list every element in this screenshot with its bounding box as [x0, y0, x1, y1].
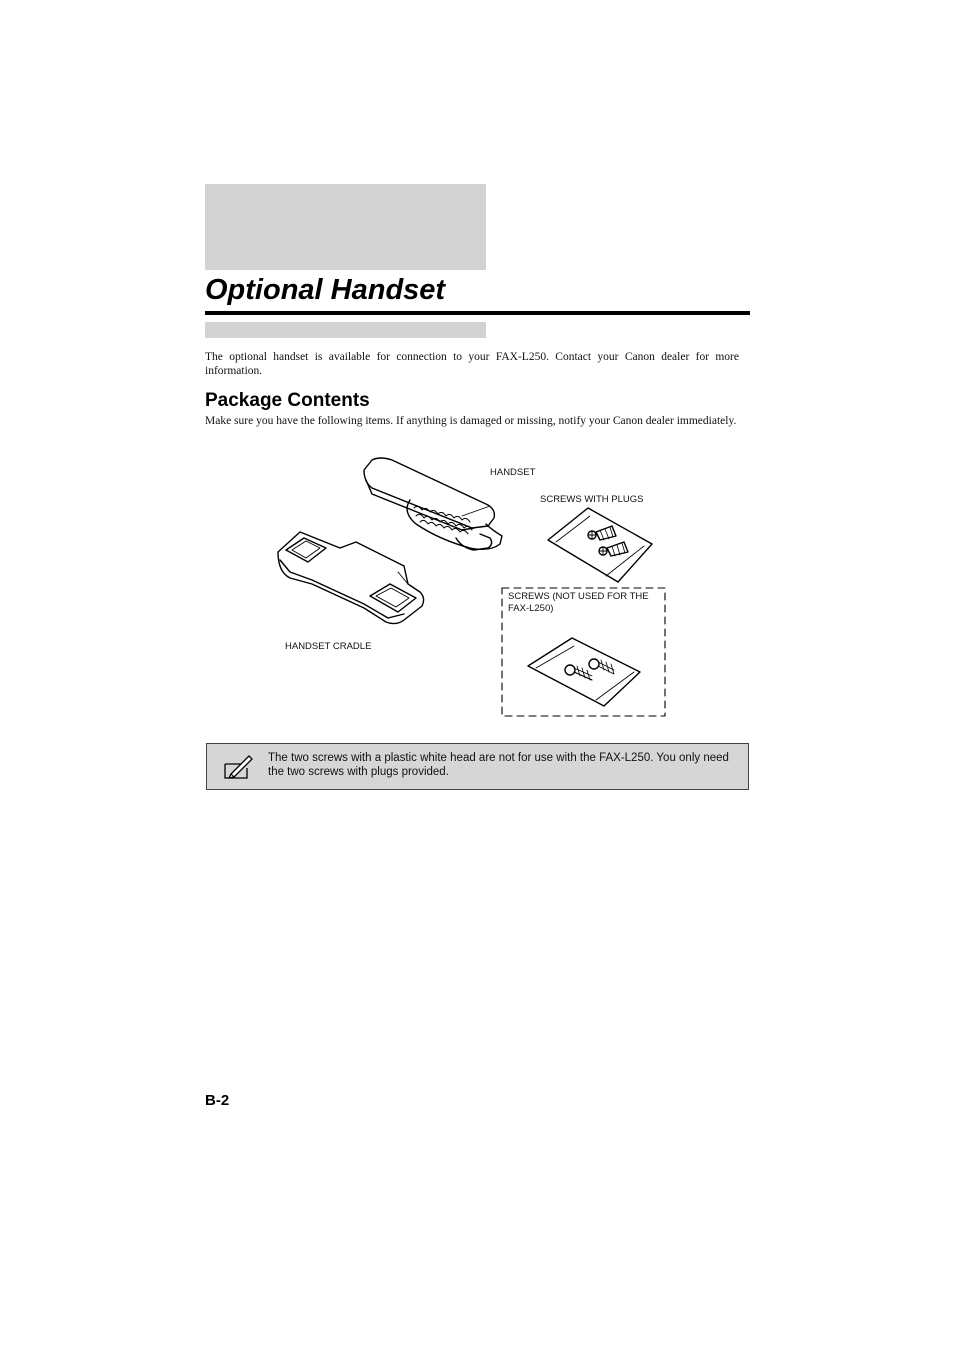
- label-handset-cradle: HANDSET CRADLE: [285, 641, 372, 652]
- label-handset: HANDSET: [490, 467, 536, 478]
- note-text: The two screws with a plastic white head are not for use with the FAX-L250. You only need the two screws with plugs provided.: [268, 752, 729, 778]
- note-pencil-icon: [221, 754, 253, 780]
- page-number: B-2: [205, 1092, 230, 1109]
- package-contents-paragraph: Make sure you have the following items. If anything is damaged or missing, notify your Canon dealer immediately.: [205, 415, 737, 427]
- handset-illustration: [364, 458, 502, 550]
- label-screws-not-used: SCREWS (NOT USED FOR THE FAX-L250): [508, 591, 649, 614]
- note-box: [206, 743, 749, 790]
- screws-with-plugs-illustration: [548, 508, 652, 582]
- handset-cradle-illustration: [278, 532, 424, 624]
- intro-paragraph: The optional handset is available for connection to your FAX-L250. Contact your Canon dealer for more information.: [205, 351, 739, 377]
- label-screws-with-plugs: SCREWS WITH PLUGS: [540, 494, 644, 505]
- page-title: Optional Handset: [205, 274, 446, 306]
- screws-not-used-illustration: [528, 638, 640, 706]
- section-heading-package-contents: Package Contents: [205, 390, 370, 411]
